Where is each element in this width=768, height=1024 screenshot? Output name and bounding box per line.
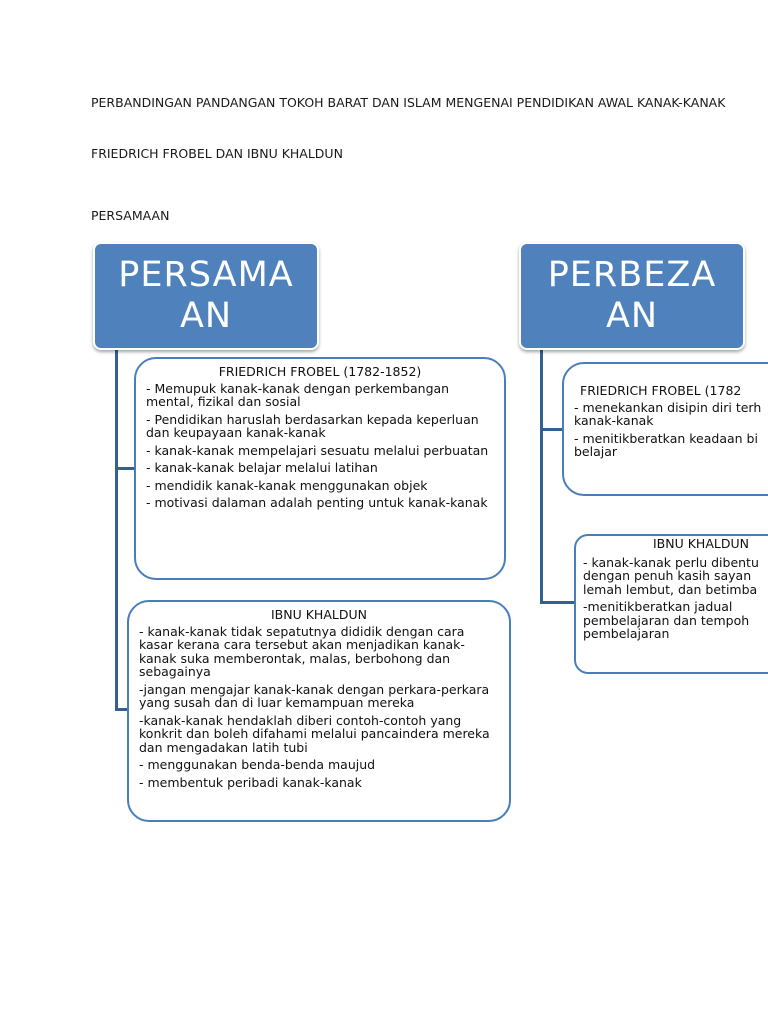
connector-trunk-perbezaan bbox=[540, 346, 543, 604]
node-title: IBNU KHALDUN bbox=[271, 607, 367, 622]
persamaan-frobel-box bbox=[134, 357, 506, 580]
list-item: - mendidik kanak-kanak menggunakan objek bbox=[146, 477, 428, 493]
perbezaan-frobel-box bbox=[562, 362, 768, 496]
list-item: -kanak-kanak hendaklah diberi contoh-contoh yang konkrit dan boleh difahami melalui pancaindera mereka dan mengadakan latih tubi bbox=[139, 712, 490, 755]
list-item: belajar bbox=[574, 444, 618, 459]
persamaan-header-label bbox=[106, 255, 306, 337]
list-item: - kanak-kanak belajar melalui latihan bbox=[146, 460, 378, 475]
list-item: pembelajaran dan tempoh bbox=[583, 612, 750, 628]
perbezaan-header bbox=[519, 242, 745, 350]
persamaan-khaldun-box bbox=[127, 600, 511, 822]
list-item: - Memupuk kanak-kanak dengan perkembangan mental, fizikal dan sosial bbox=[146, 380, 450, 409]
persamaan-header-text: PERSAMA AN bbox=[118, 255, 294, 336]
document-subtitle: FRIEDRICH FROBEL DAN IBNU KHALDUN bbox=[91, 146, 343, 161]
connector-branch-khaldun-perbezaan bbox=[540, 601, 576, 604]
list-item: pembelajaran bbox=[583, 626, 670, 641]
list-item: lemah lembut, dan betimba bbox=[583, 581, 758, 597]
list-item: - motivasi dalaman adalah penting untuk kanak-kanak bbox=[146, 495, 488, 510]
list-item: - menekankan disipin diri terh bbox=[574, 399, 762, 415]
list-item: - Pendidikan haruslah berdasarkan kepada keperluan dan keupayaan kanak-kanak bbox=[146, 411, 479, 440]
persamaan-header bbox=[93, 242, 319, 350]
section-heading: PERSAMAAN bbox=[91, 208, 170, 223]
perbezaan-khaldun-box bbox=[574, 534, 768, 674]
list-item: - menggunakan benda-benda maujud bbox=[139, 757, 376, 772]
list-item: kanak-kanak bbox=[574, 413, 654, 428]
list-item: - menitikberatkan keadaan bi bbox=[574, 430, 758, 446]
list-item: - membentuk peribadi kanak-kanak bbox=[139, 774, 362, 790]
document-title: PERBANDINGAN PANDANGAN TOKOH BARAT DAN ISLAM MENGENAI PENDIDIKAN AWAL KANAK-KANAK bbox=[91, 95, 726, 110]
list-item: - kanak-kanak perlu dibentu bbox=[583, 554, 759, 570]
connector-branch-frobel-persamaan bbox=[115, 467, 136, 470]
list-item: - kanak-kanak mempelajari sesuatu melalui perbuatan bbox=[146, 442, 489, 458]
perbezaan-header-label bbox=[532, 255, 732, 337]
list-item: - kanak-kanak tidak sepatutnya dididik dengan cara kasar kerana cara tersebut akan menjadikan kanak-kanak suka memberontak, malas, berbohong dan sebagainya bbox=[139, 623, 465, 679]
node-title: FRIEDRICH FROBEL (1782-1852) bbox=[218, 364, 422, 379]
list-item: -jangan mengajar kanak-kanak dengan perkara-perkara yang susah dan di luar kemampuan mereka bbox=[139, 681, 490, 710]
node-title: IBNU KHALDUN bbox=[653, 536, 749, 551]
connector-branch-frobel-perbezaan bbox=[540, 428, 564, 431]
perbezaan-header-text: PERBEZA AN bbox=[547, 255, 717, 336]
list-item: dengan penuh kasih sayan bbox=[583, 568, 752, 583]
node-title: FRIEDRICH FROBEL (1782 bbox=[580, 383, 742, 398]
connector-trunk-persamaan bbox=[115, 346, 118, 711]
list-item: -menitikberatkan jadual bbox=[583, 599, 733, 614]
